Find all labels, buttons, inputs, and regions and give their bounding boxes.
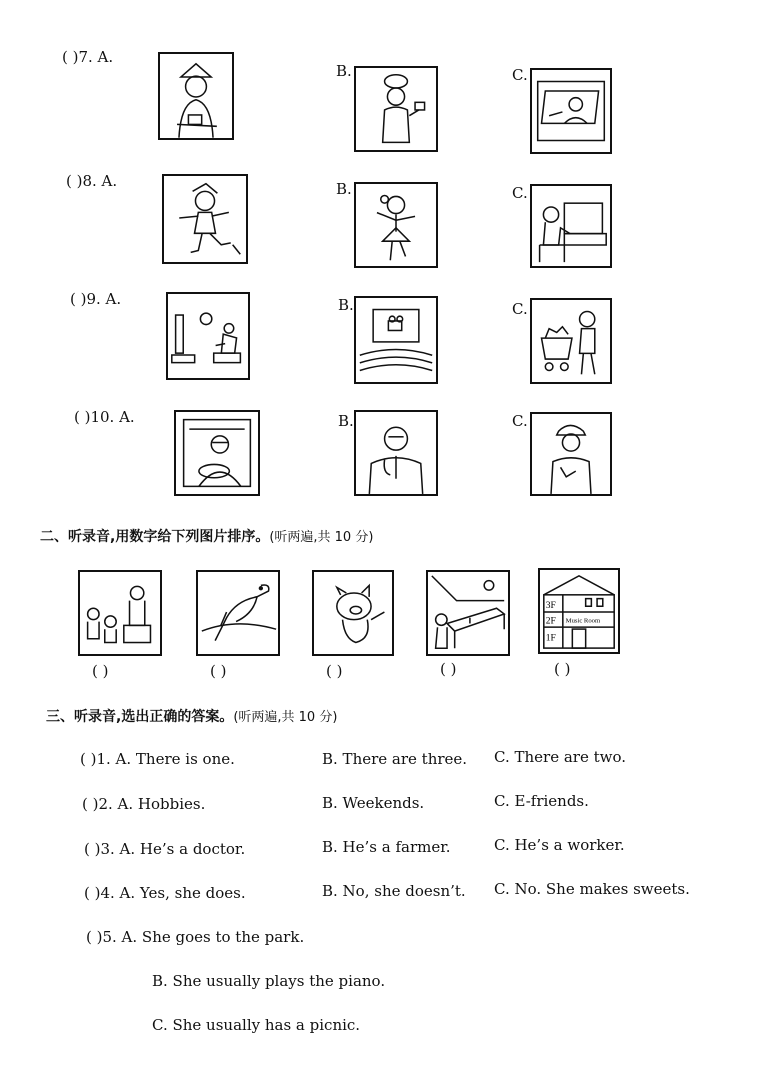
question-4-option-c[interactable]: C. No. She makes sweets. bbox=[494, 880, 690, 898]
question-1-option-c[interactable]: C. There are two. bbox=[494, 748, 626, 766]
question-4-option-a[interactable]: ( )4. A. Yes, she does. bbox=[84, 884, 246, 902]
question-3-option-b[interactable]: B. He’s a farmer. bbox=[322, 838, 451, 856]
question-7-option-c-label: C. bbox=[512, 66, 528, 84]
section-2-note: (听两遍,共 10 分) bbox=[269, 530, 374, 545]
family-icon[interactable] bbox=[78, 570, 162, 656]
building-3f-label: 3F bbox=[545, 601, 556, 612]
doctor-icon[interactable] bbox=[354, 410, 438, 496]
question-5-option-b[interactable]: B. She usually plays the piano. bbox=[152, 972, 386, 990]
order-blank-1[interactable]: ( ) bbox=[92, 662, 109, 680]
section-3-title-text: 三、听录音,选出正确的答案。 bbox=[46, 709, 234, 725]
question-5-option-c[interactable]: C. She usually has a picnic. bbox=[152, 1016, 361, 1034]
question-7-label: ( )7. A. bbox=[62, 48, 114, 66]
question-1-option-a[interactable]: ( )1. A. There is one. bbox=[80, 750, 235, 768]
order-blank-5[interactable]: ( ) bbox=[554, 660, 571, 678]
order-blank-3[interactable]: ( ) bbox=[326, 662, 343, 680]
question-1-option-b[interactable]: B. There are three. bbox=[322, 750, 468, 768]
question-7-option-b-label: B. bbox=[336, 62, 352, 80]
building-1f-label: 1F bbox=[545, 633, 556, 644]
bird-icon[interactable] bbox=[196, 570, 280, 656]
shopping-cart-icon[interactable] bbox=[530, 298, 612, 384]
building-2f-label: 2F bbox=[545, 616, 556, 627]
question-9-label: ( )9. A. bbox=[70, 290, 122, 308]
bus-driver-icon[interactable] bbox=[174, 410, 260, 496]
question-8-option-b-label: B. bbox=[336, 180, 352, 198]
section-3-title bbox=[46, 706, 337, 726]
worker-icon[interactable] bbox=[530, 412, 612, 496]
question-2-option-a[interactable]: ( )2. A. Hobbies. bbox=[82, 795, 206, 813]
question-3-option-a[interactable]: ( )3. A. He’s a doctor. bbox=[84, 840, 246, 858]
driver-icon[interactable] bbox=[530, 68, 612, 154]
nurse-icon[interactable] bbox=[158, 52, 234, 140]
chef-icon[interactable] bbox=[354, 66, 438, 152]
question-10-label: ( )10. A. bbox=[74, 408, 135, 426]
building-icon[interactable] bbox=[538, 568, 620, 654]
music-room-label: Music Room bbox=[565, 617, 601, 625]
question-2-option-c[interactable]: C. E-friends. bbox=[494, 792, 589, 810]
question-8-option-c-label: C. bbox=[512, 184, 528, 202]
order-blank-2[interactable]: ( ) bbox=[210, 662, 227, 680]
dancing-girl-icon[interactable] bbox=[354, 182, 438, 268]
piano-player-icon[interactable] bbox=[530, 184, 612, 268]
question-9-option-c-label: C. bbox=[512, 300, 528, 318]
question-9-option-b-label: B. bbox=[338, 296, 354, 314]
question-8-label: ( )8. A. bbox=[66, 172, 118, 190]
cinema-icon[interactable] bbox=[354, 296, 438, 384]
question-4-option-b[interactable]: B. No, she doesn’t. bbox=[322, 882, 466, 900]
question-5-option-a[interactable]: ( )5. A. She goes to the park. bbox=[86, 928, 305, 946]
order-blank-4[interactable]: ( ) bbox=[440, 660, 457, 678]
question-10-option-b-label: B. bbox=[338, 412, 354, 430]
question-3-option-c[interactable]: C. He’s a worker. bbox=[494, 836, 625, 854]
question-10-option-c-label: C. bbox=[512, 412, 528, 430]
pig-icon[interactable] bbox=[312, 570, 394, 656]
skating-girl-icon[interactable] bbox=[162, 174, 248, 264]
question-2-option-b[interactable]: B. Weekends. bbox=[322, 794, 425, 812]
section-3-note: (听两遍,共 10 分) bbox=[233, 710, 338, 725]
section-2-title bbox=[40, 526, 373, 546]
section-2-title-text: 二、听录音,用数字给下列图片排序。 bbox=[40, 529, 270, 545]
watching-tv-icon[interactable] bbox=[166, 292, 250, 380]
table-tennis-icon[interactable] bbox=[426, 570, 510, 656]
